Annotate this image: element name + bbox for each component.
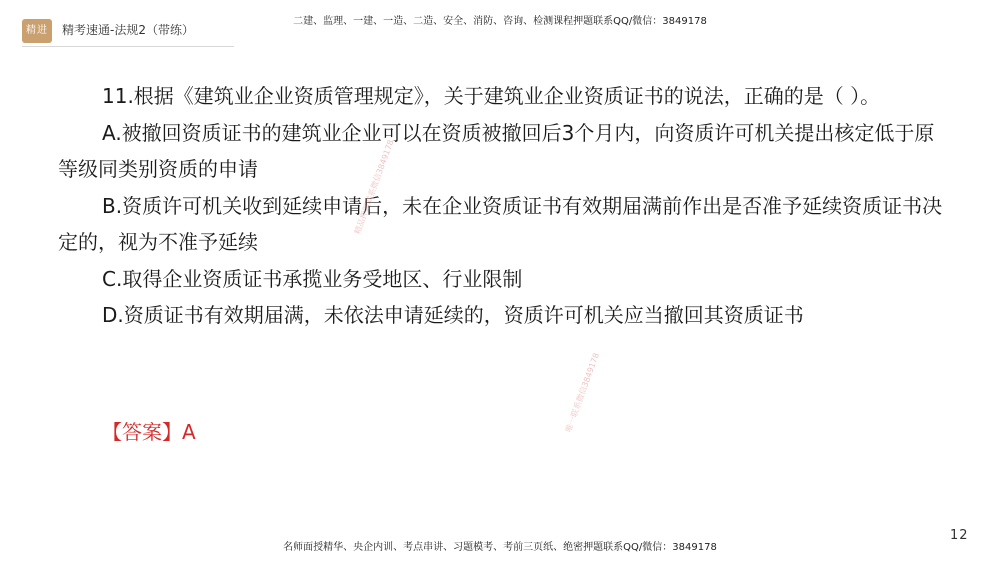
top-contact-banner: 二建、监理、一建、一造、二造、安全、消防、咨询、检测课程押题联系QQ/微信：3849178 — [293, 16, 707, 27]
bottom-contact-banner: 名师面授精华、央企内训、考点串讲、习题模考、考前三页纸、绝密押题联系QQ/微信：3849178 — [283, 542, 717, 553]
option-d: D.资质证书有效期届满，未依法申请延续的，资质许可机关应当撤回其资质证书 — [102, 303, 804, 327]
page-number: 12 — [950, 528, 969, 543]
watermark-text: 唯一联系微信3849178 — [563, 351, 602, 434]
question-stem: 11.根据《建筑业企业资质管理规定》，关于建筑业企业资质证书的说法，正确的是（ ）。 — [102, 84, 881, 108]
option-a: A.被撤回资质证书的建筑业企业可以在资质被撤回后3个月内，向资质许可机关提出核定低于原等级同类别资质的申请 — [58, 120, 935, 181]
option-c: C.取得企业资质证书承揽业务受地区、行业限制 — [102, 266, 523, 291]
question-block — [58, 78, 948, 334]
header-divider — [22, 46, 234, 47]
answer-label: 【答案】A — [102, 420, 196, 444]
option-b: B.资质许可机关收到延续申请后，未在企业资质证书有效期届满前作出是否准予延续资质证书决定的，视为不准予延续 — [58, 193, 943, 254]
course-title: 精考速通-法规2（带练） — [62, 23, 194, 37]
watermark-text: 精品押题联系微信3849178 — [352, 138, 396, 236]
brand-logo: 精进 — [22, 19, 52, 43]
